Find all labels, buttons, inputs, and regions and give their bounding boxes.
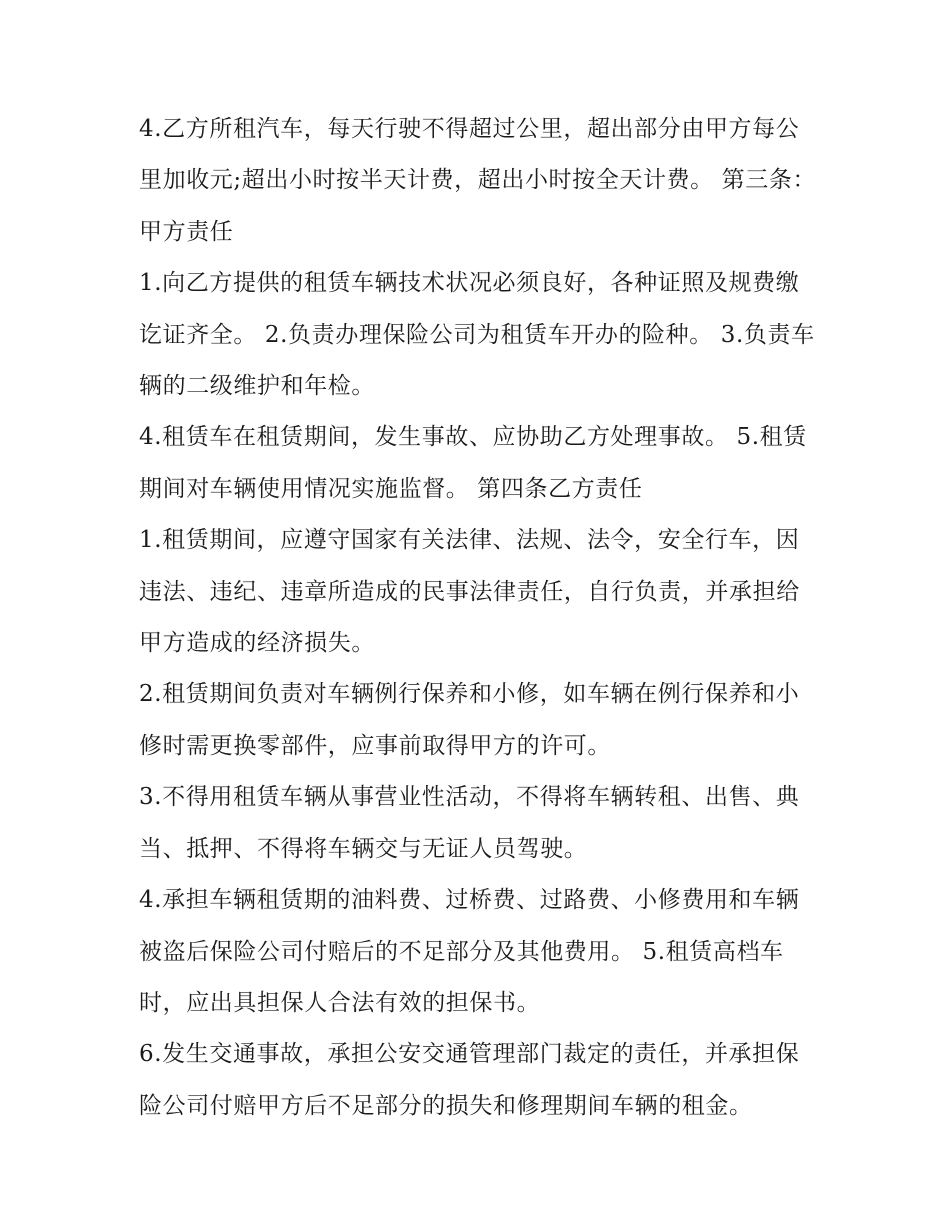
paragraph-lessee-duties-law: 1.租赁期间，应遵守国家有关法律、法规、法令，安全行车，因违法、违纪、违章所造成的民事法律责任，自行负责，并承担给甲方造成的经济损失。	[139, 527, 800, 657]
paragraph-lessee-duties-fees: 4.承担车辆租赁期的油料费、过桥费、过路费、小修费用和车辆被盗后保险公司付赔后的不足部分及其他费用。 5.租赁高档车时，应出具担保人合法有效的担保书。	[139, 887, 800, 1016]
paragraph-lessee-duties-maintenance: 2.租赁期间负责对车辆例行保养和小修，如车辆在例行保养和小修时需更换零部件，应事前取得甲方的许可。	[139, 681, 800, 759]
paragraph-lessor-duties-vehicle: 1.向乙方提供的租赁车辆技术状况必须良好，各种证照及规费缴讫证齐全。 2.负责办理保险公司为租赁车开办的险种。 3.负责车辆的二级维护和年检。	[139, 270, 815, 400]
document-page	[139, 104, 819, 1132]
paragraph-lessee-duties-usage: 3.不得用租赁车辆从事营业性活动，不得将车辆转租、出售、典当、抵押、不得将车辆交与无证人员驾驶。	[139, 784, 800, 862]
paragraph-rental-mileage-limit: 4.乙方所租汽车，每天行驶不得超过公里，超出部分由甲方每公里加收元;超出小时按半天计费，超出小时按全天计费。 第三条：甲方责任	[139, 116, 817, 245]
paragraph-lessor-duties-accident: 4.租赁车在租赁期间，发生事故、应协助乙方处理事故。 5.租赁期间对车辆使用情况实施监督。 第四条乙方责任	[139, 424, 807, 502]
paragraph-lessee-duties-traffic-accident: 6.发生交通事故，承担公安交通管理部门裁定的责任，并承担保险公司付赔甲方后不足部分的损失和修理期间车辆的租金。	[139, 1041, 800, 1119]
